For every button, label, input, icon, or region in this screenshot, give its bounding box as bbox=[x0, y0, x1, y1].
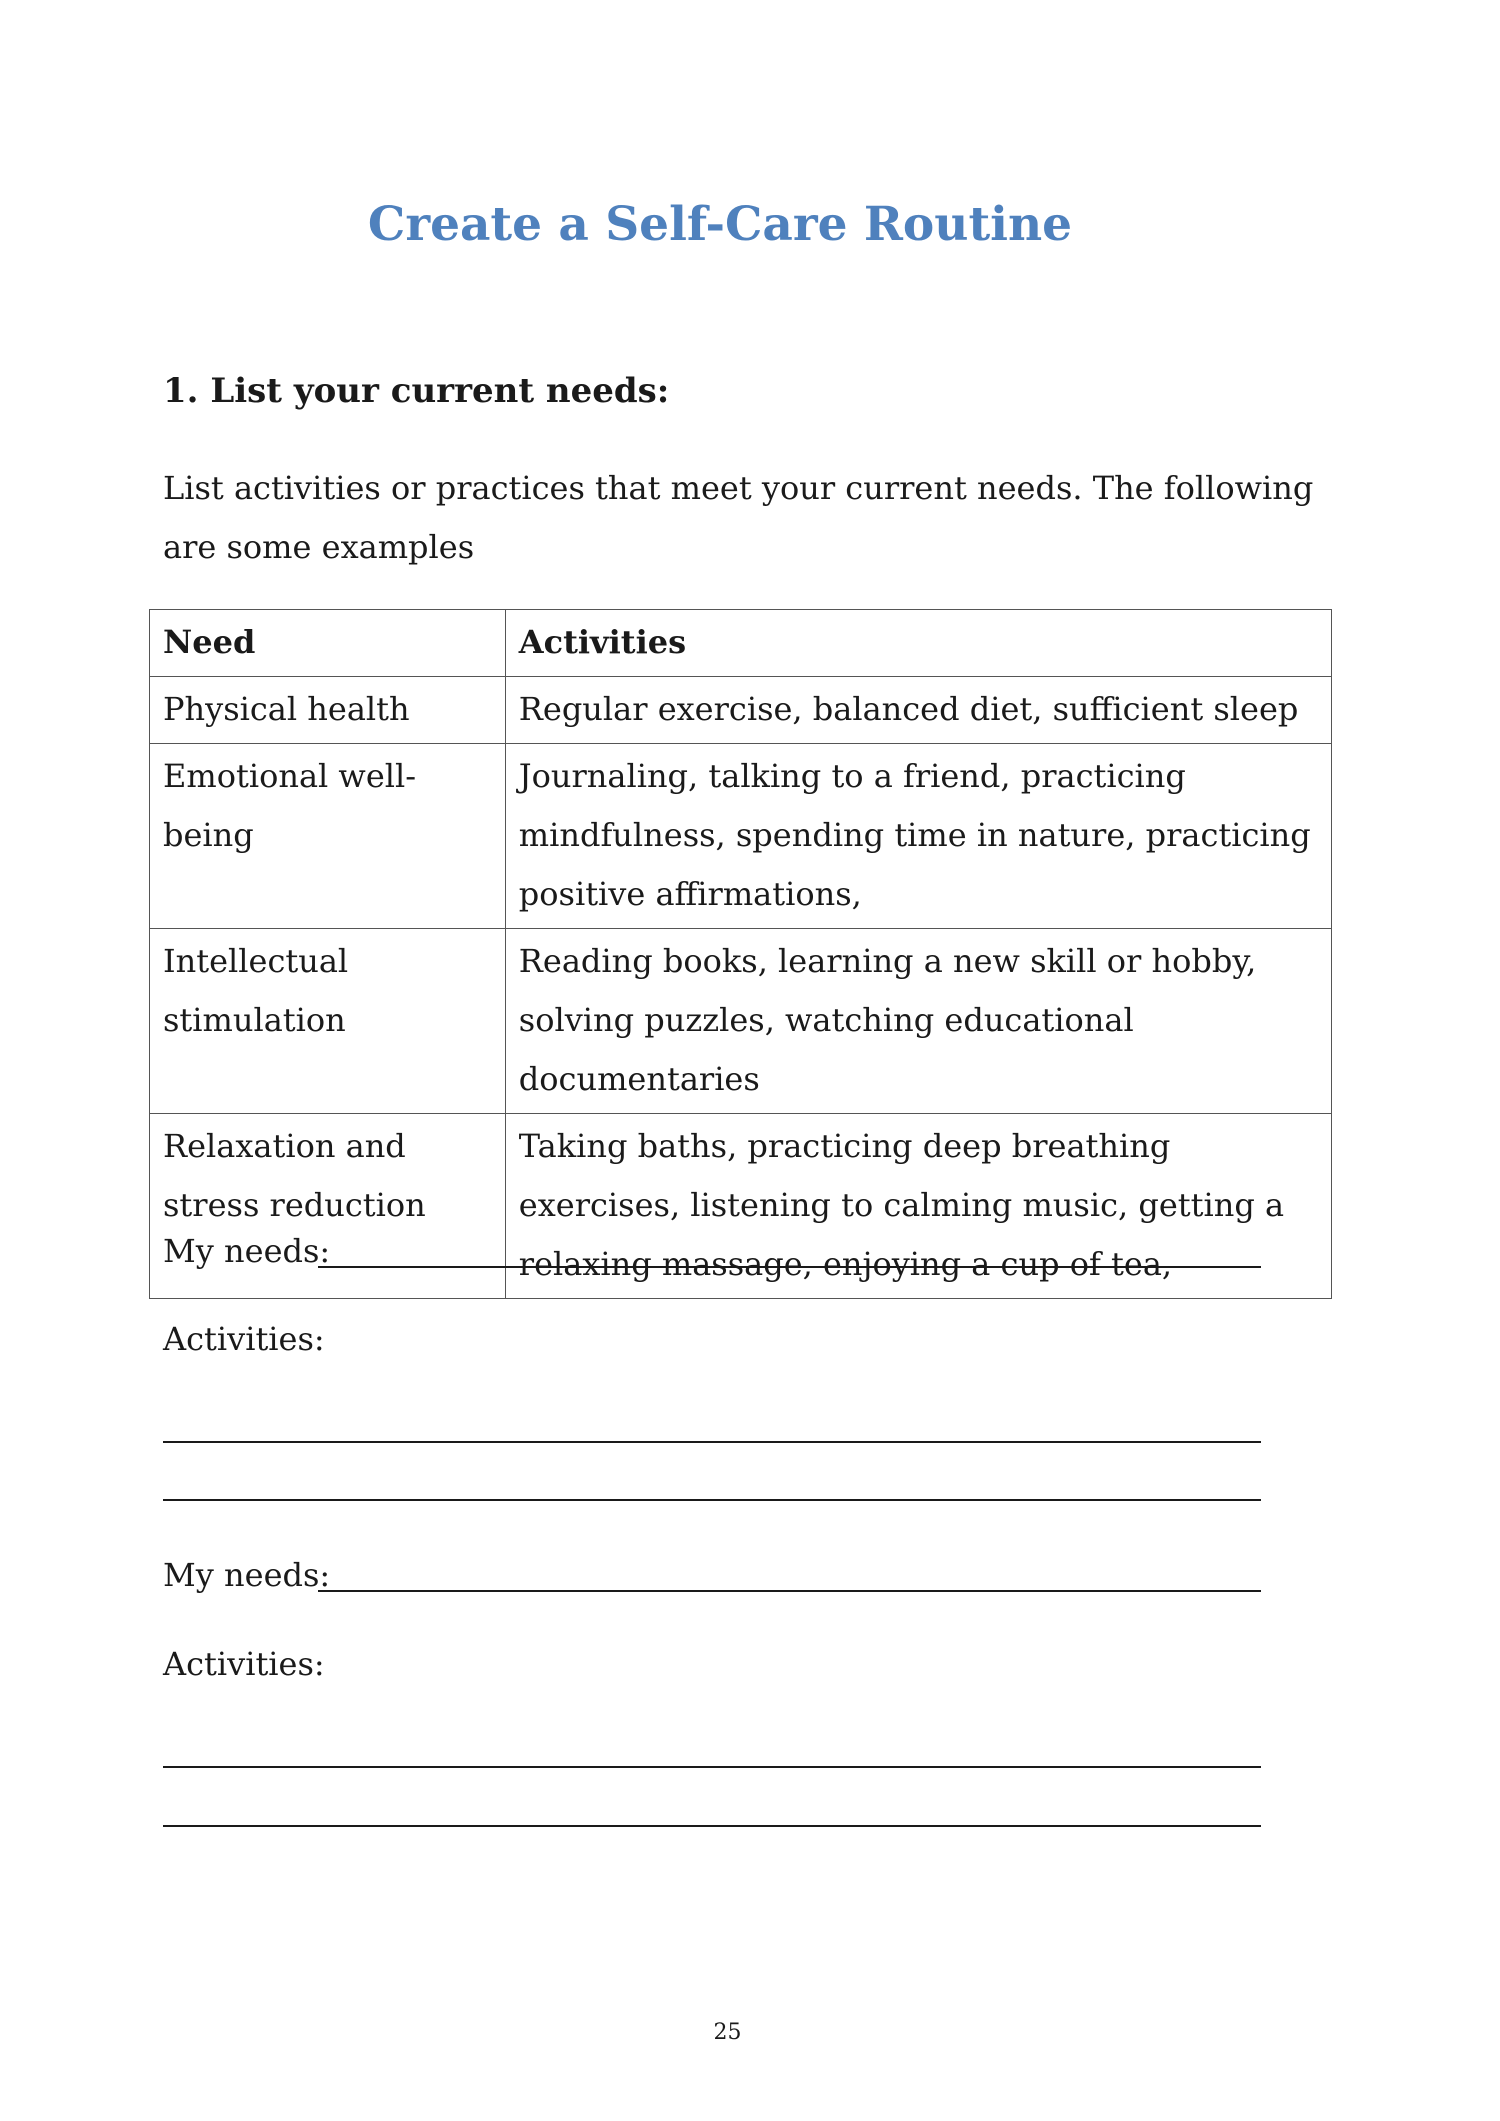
activities-cell: Taking baths, practicing deep breathing exercises, listening to calming music, getting a relaxing massage, enjoying a cup of tea, bbox=[505, 1114, 1331, 1299]
table-row bbox=[150, 677, 1332, 744]
table-row bbox=[150, 929, 1332, 1114]
activities-label: Activities: bbox=[163, 1645, 325, 1683]
need-cell: Relaxation and stress reduction bbox=[150, 1114, 506, 1299]
activities-field[interactable] bbox=[163, 1825, 1261, 1827]
activities-cell: Regular exercise, balanced diet, sufficient sleep bbox=[505, 677, 1331, 744]
my-needs-field[interactable] bbox=[318, 1590, 1261, 1592]
section-heading: 1. List your current needs: bbox=[163, 371, 670, 411]
need-cell: Emotional well-being bbox=[150, 744, 506, 929]
page-number: 25 bbox=[713, 2020, 742, 2045]
table-row bbox=[150, 744, 1332, 929]
activities-cell: Reading books, learning a new skill or hobby, solving puzzles, watching educational documentaries bbox=[505, 929, 1331, 1114]
activities-label: Activities: bbox=[163, 1320, 325, 1358]
activities-field[interactable] bbox=[163, 1766, 1261, 1768]
page-title: Create a Self-Care Routine bbox=[367, 197, 1073, 252]
needs-table bbox=[149, 609, 1332, 1299]
activities-field[interactable] bbox=[163, 1441, 1261, 1443]
my-needs-label: My needs: bbox=[163, 1556, 331, 1594]
need-cell: Intellectual stimulation bbox=[150, 929, 506, 1114]
my-needs-label: My needs: bbox=[163, 1232, 331, 1270]
activities-cell: Journaling, talking to a friend, practicing mindfulness, spending time in nature, practicing positive affirmations, bbox=[505, 744, 1331, 929]
need-cell: Physical health bbox=[150, 677, 506, 744]
activities-field[interactable] bbox=[163, 1499, 1261, 1501]
header-activities: Activities bbox=[505, 610, 1331, 677]
intro-paragraph: List activities or practices that meet your current needs. The following are some examples bbox=[163, 469, 1314, 566]
table-header-row bbox=[150, 610, 1332, 677]
my-needs-field[interactable] bbox=[318, 1266, 1261, 1268]
header-need: Need bbox=[150, 610, 506, 677]
